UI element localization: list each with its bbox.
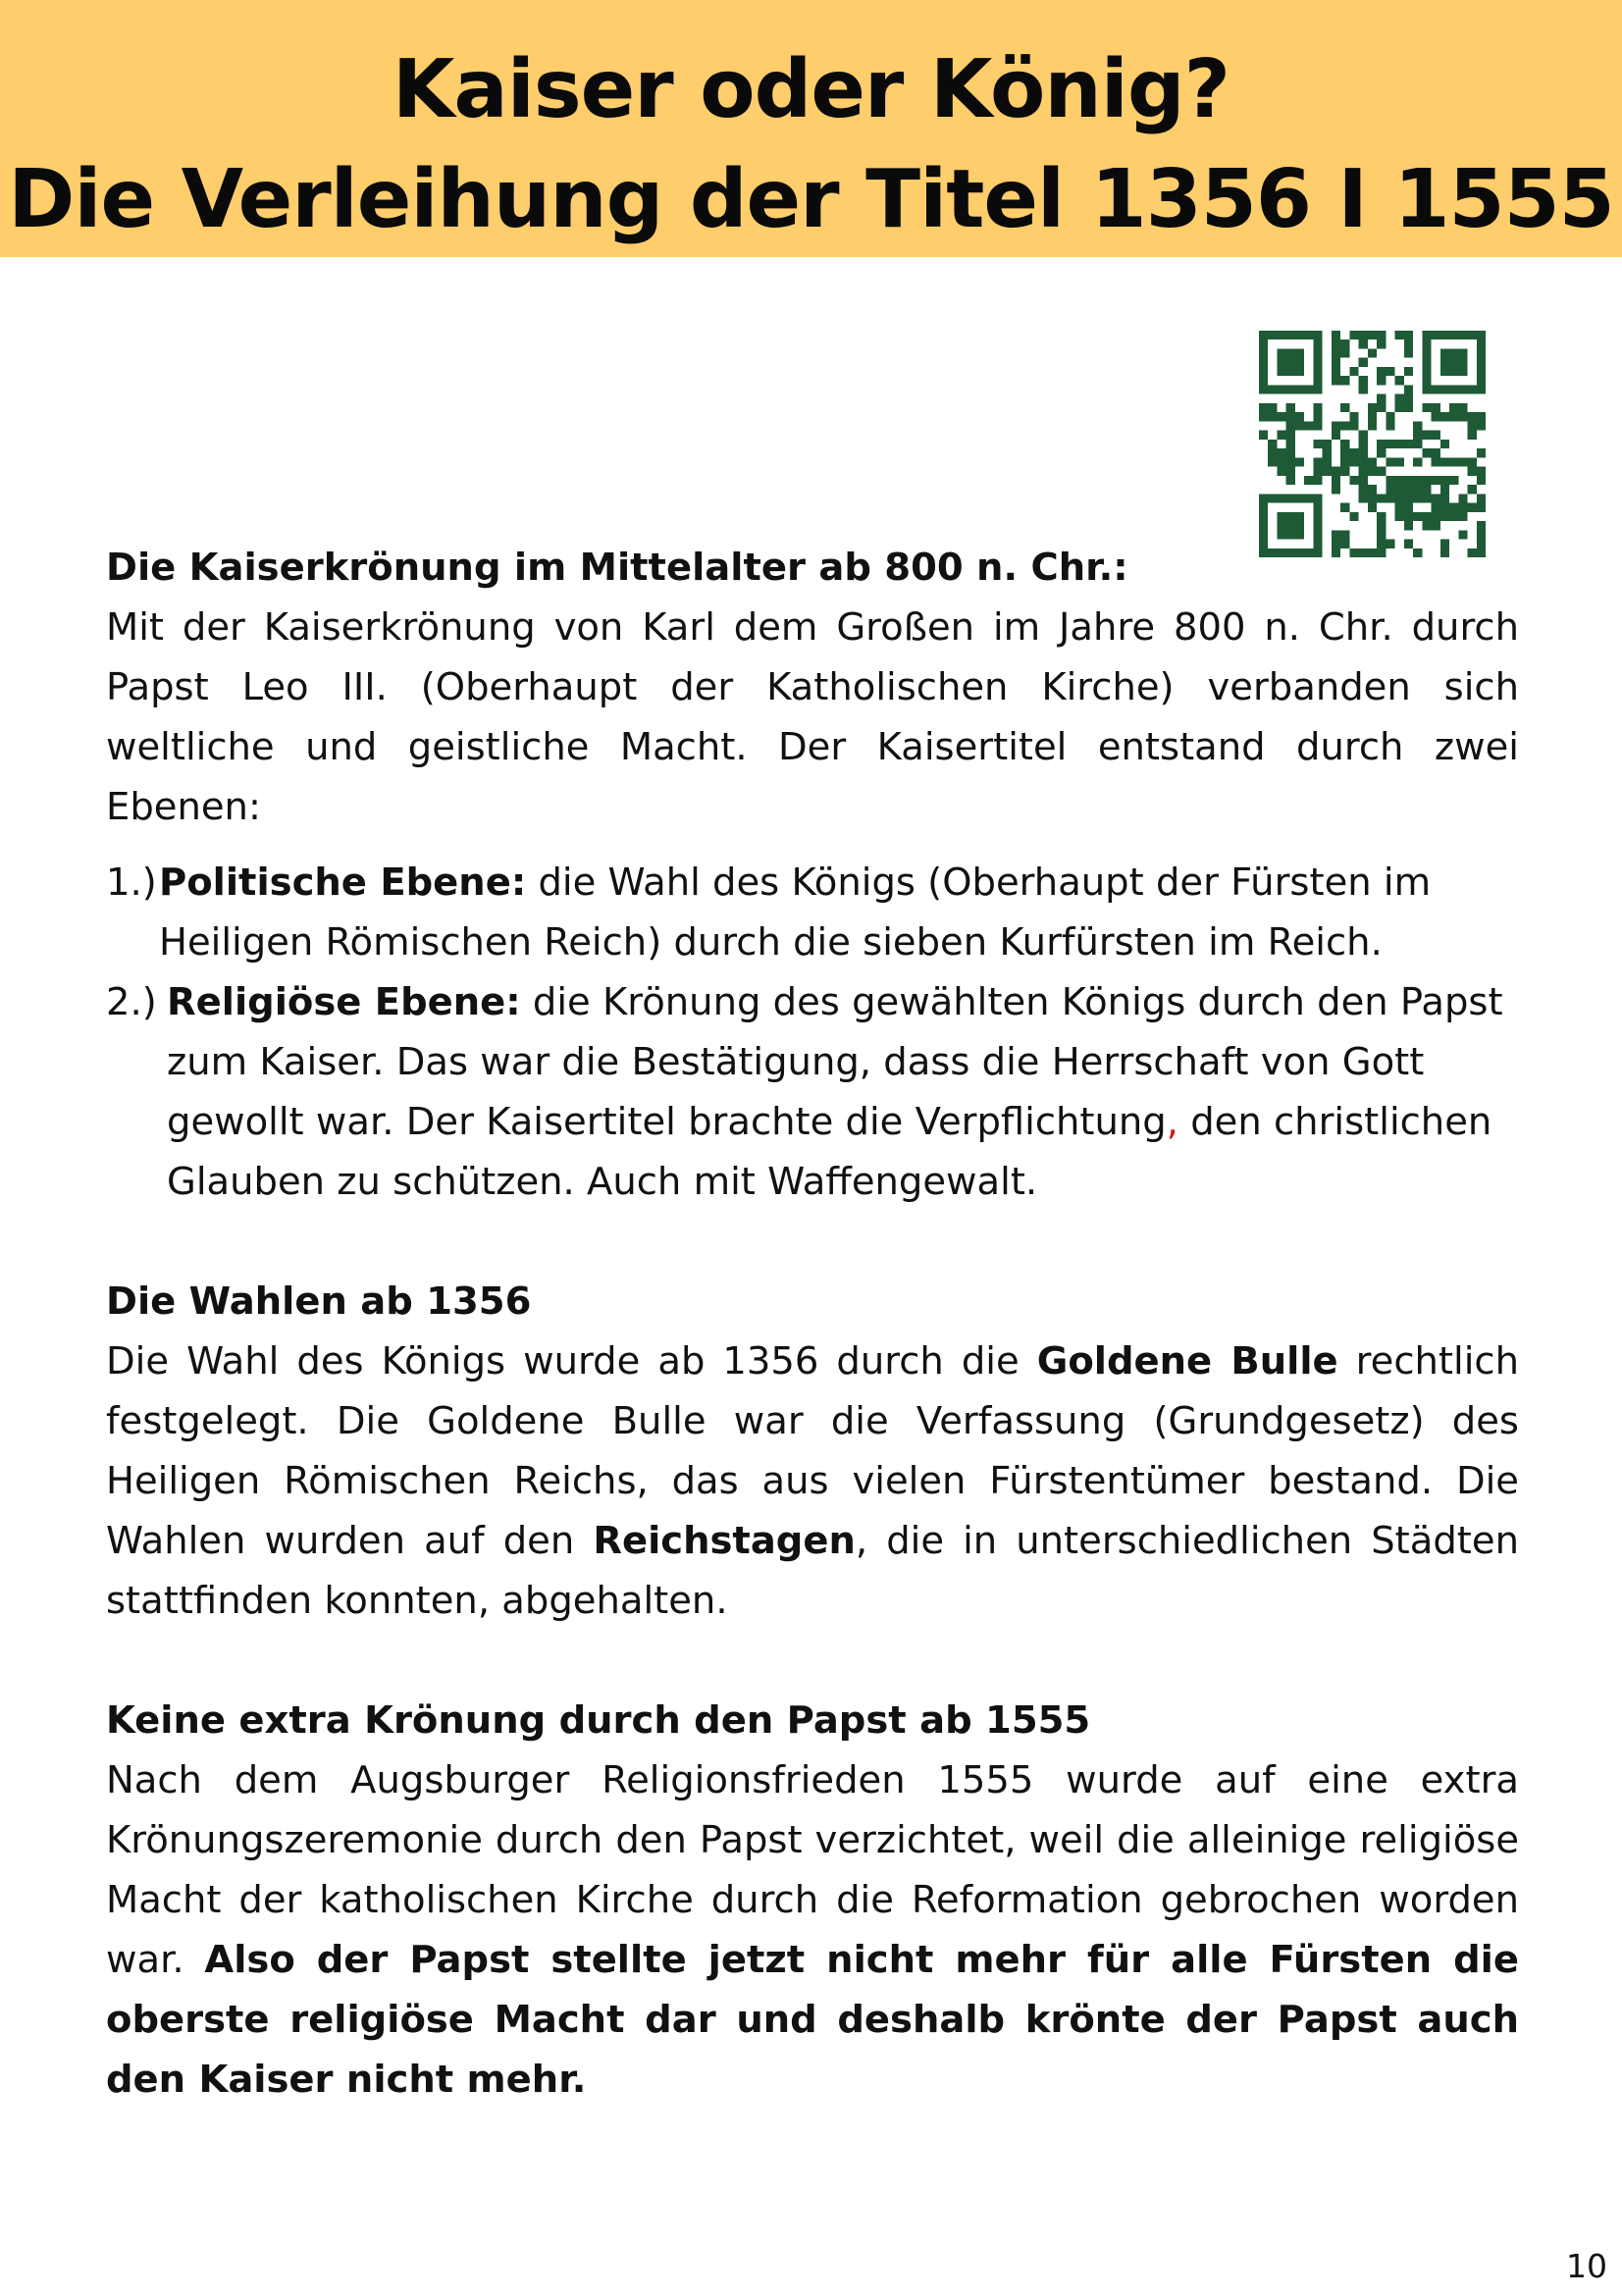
qr-module [1349, 448, 1358, 457]
page-number: 10 [1566, 2247, 1607, 2285]
qr-module [1323, 457, 1332, 466]
qr-module [1268, 440, 1277, 448]
qr-module [1422, 485, 1431, 494]
qr-module [1277, 431, 1285, 440]
qr-module [1377, 394, 1386, 403]
qr-module [1259, 331, 1268, 394]
qr-module [1359, 457, 1368, 466]
qr-module [1313, 412, 1322, 421]
qr-module [1259, 494, 1323, 502]
qr-module [1286, 412, 1295, 421]
qr-module [1432, 457, 1440, 466]
list-item-number: 2.) [106, 980, 157, 1024]
qr-module [1395, 476, 1404, 485]
qr-module [1422, 494, 1431, 502]
qr-module [1449, 512, 1458, 521]
qr-module [1259, 403, 1268, 412]
qr-module [1259, 412, 1268, 421]
qr-code[interactable] [1259, 331, 1486, 557]
qr-module [1468, 467, 1477, 476]
spacer [106, 1212, 1519, 1272]
qr-module [1477, 503, 1486, 512]
qr-module [1368, 503, 1377, 512]
qr-module [1432, 403, 1440, 412]
qr-module [1422, 448, 1431, 457]
qr-module [1286, 467, 1295, 476]
qr-module [1458, 412, 1467, 421]
qr-module [1332, 367, 1340, 376]
qr-module [1468, 421, 1477, 430]
qr-module [1286, 476, 1295, 485]
qr-module [1413, 440, 1422, 448]
qr-module [1404, 367, 1413, 376]
qr-module [1286, 421, 1295, 430]
qr-module [1477, 448, 1486, 457]
qr-module [1368, 348, 1377, 357]
qr-module [1477, 494, 1486, 502]
qr-module [1359, 331, 1368, 339]
qr-module [1277, 448, 1285, 457]
qr-module [1323, 467, 1332, 476]
qr-module [1359, 476, 1368, 485]
qr-module [1340, 457, 1349, 466]
spacer [106, 1631, 1519, 1691]
qr-module [1286, 440, 1295, 448]
qr-module [1404, 521, 1413, 530]
qr-module [1340, 403, 1349, 412]
qr-module [1332, 348, 1340, 357]
qr-module [1395, 376, 1404, 385]
qr-module [1458, 403, 1467, 412]
qr-module [1422, 431, 1431, 440]
qr-module [1286, 403, 1295, 412]
bold-term-goldene-bulle: Goldene Bulle [1036, 1339, 1338, 1383]
qr-module [1359, 385, 1368, 393]
qr-module [1332, 331, 1340, 339]
qr-module [1477, 412, 1486, 421]
qr-module [1368, 421, 1377, 430]
qr-module [1413, 485, 1422, 494]
qr-module [1259, 385, 1323, 393]
list-item-text: die Krönung des gewählten Königs durch den Papst zum Kaiser. Das war die Bestätigung, dass die Herrschaft von Gott gewollt war. Der Kaisertitel brachte die Verpflichtung [167, 980, 1503, 1144]
text-run: rechtlich festgelegt. Die Goldene Bulle war die Verfassung (Grundgesetz) des Heiligen Römischen Reichs, das aus vielen Fürstentümer bestand. Die Wahlen wurden auf den [106, 1339, 1519, 1563]
qr-module [1386, 457, 1394, 466]
qr-module [1458, 494, 1467, 502]
qr-module [1359, 431, 1368, 440]
qr-module [1422, 331, 1431, 394]
qr-module [1295, 421, 1304, 430]
qr-module [1313, 331, 1322, 394]
title-line-1: Kaiser oder König? [392, 43, 1230, 136]
qr-module [1432, 412, 1440, 421]
qr-module [1468, 431, 1477, 440]
bold-term-reichstagen: Reichstagen [593, 1519, 856, 1563]
qr-module [1359, 440, 1368, 448]
qr-module [1332, 358, 1340, 367]
qr-module [1477, 521, 1486, 530]
qr-module [1422, 385, 1486, 393]
qr-module [1340, 421, 1349, 430]
qr-module [1332, 431, 1340, 440]
qr-module [1332, 339, 1340, 348]
qr-module [1477, 331, 1486, 394]
qr-module [1323, 440, 1332, 448]
section-wahlen-text [106, 1331, 1519, 1631]
qr-module [1449, 457, 1458, 466]
qr-module [1359, 339, 1368, 348]
qr-module [1323, 448, 1332, 457]
qr-module [1468, 485, 1477, 494]
qr-module [1395, 403, 1404, 412]
qr-module [1295, 457, 1304, 466]
qr-module [1277, 412, 1285, 421]
qr-module [1377, 331, 1386, 339]
qr-module [1349, 512, 1358, 521]
list-item-label: Politische Ebene: [159, 861, 527, 905]
qr-module [1395, 503, 1404, 512]
qr-module [1368, 403, 1377, 412]
qr-module [1277, 348, 1304, 376]
qr-module [1377, 403, 1386, 412]
qr-module [1377, 367, 1386, 376]
text-run: Die Wahl des Königs wurde ab 1356 durch die [106, 1339, 1037, 1383]
qr-module [1458, 457, 1467, 466]
qr-module [1440, 457, 1449, 466]
qr-module [1268, 403, 1277, 412]
qr-module [1432, 448, 1440, 457]
qr-module [1368, 331, 1377, 339]
qr-module [1404, 331, 1413, 339]
qr-module [1432, 503, 1440, 512]
qr-module [1422, 331, 1486, 339]
qr-module [1359, 485, 1368, 494]
qr-module [1440, 348, 1468, 376]
page-title [0, 0, 1622, 255]
qr-module [1468, 457, 1477, 466]
qr-module [1440, 412, 1449, 421]
qr-module [1386, 412, 1394, 421]
qr-module [1359, 358, 1368, 367]
qr-module [1404, 348, 1413, 357]
qr-module [1377, 440, 1386, 448]
section-heading-wahlen: Die Wahlen ab 1356 [106, 1279, 532, 1324]
qr-module [1277, 467, 1285, 476]
qr-module [1395, 457, 1404, 466]
qr-module [1477, 421, 1486, 430]
qr-module [1377, 512, 1386, 521]
qr-module [1332, 376, 1340, 385]
qr-module [1377, 376, 1386, 385]
qr-module [1440, 476, 1449, 521]
qr-module [1477, 476, 1486, 485]
qr-module [1340, 440, 1349, 448]
qr-module [1404, 440, 1413, 448]
qr-module [1277, 457, 1285, 466]
qr-module [1268, 457, 1277, 466]
list-item [106, 853, 1519, 972]
qr-module [1395, 331, 1404, 339]
qr-module [1404, 339, 1413, 348]
qr-module [1359, 467, 1368, 476]
qr-module [1432, 521, 1440, 530]
qr-module [1386, 440, 1394, 448]
qr-module [1413, 494, 1422, 502]
qr-module [1386, 476, 1394, 485]
qr-module [1259, 431, 1268, 440]
qr-module [1449, 476, 1458, 485]
qr-module [1432, 494, 1440, 502]
qr-module [1304, 476, 1313, 485]
qr-module [1386, 367, 1394, 376]
qr-module [1332, 421, 1340, 430]
bold-conclusion: Also der Papst stellte jetzt nicht mehr für alle Fürsten die oberste religiöse Macht dar und deshalb krönte der Papst auch den Kaiser nicht mehr. [106, 1938, 1519, 2102]
qr-module [1340, 376, 1349, 385]
document-body [106, 538, 1519, 2110]
qr-module [1349, 421, 1358, 430]
section-kaiserkroenung-intro: Mit der Kaiserkrönung von Karl dem Großen im Jahre 800 n. Chr. durch Papst Leo III. (Oberhaupt der Katholischen Kirche) verbanden sich weltliche und geistliche Macht. Der Kaisertitel entstand durch zwei Ebenen: [106, 605, 1519, 829]
qr-module [1458, 512, 1467, 521]
qr-module [1259, 331, 1323, 339]
qr-module [1368, 457, 1377, 466]
qr-module [1377, 448, 1386, 457]
qr-module [1277, 512, 1304, 540]
qr-module [1395, 494, 1404, 502]
qr-module [1340, 503, 1349, 512]
qr-module [1286, 448, 1295, 457]
list-item [106, 972, 1519, 1212]
qr-module [1468, 412, 1477, 421]
title-line-2: Die Verleihung der Titel 1356 I 1555 [8, 153, 1614, 246]
qr-module [1477, 467, 1486, 476]
qr-module [1304, 421, 1313, 430]
qr-module [1377, 494, 1386, 502]
text-run: , die in unterschiedlichen Städten stattfinden konnten, abgehalten. [106, 1519, 1519, 1623]
qr-module [1349, 367, 1358, 376]
qr-module [1340, 448, 1349, 457]
qr-module [1377, 467, 1386, 476]
qr-module [1386, 421, 1394, 430]
qr-module [1332, 476, 1340, 485]
qr-module [1386, 494, 1394, 502]
qr-module [1395, 485, 1404, 494]
qr-module [1313, 421, 1322, 430]
qr-module [1432, 431, 1440, 440]
section-heading-kaiserkroenung: Die Kaiserkrönung im Mittelalter ab 800 n. Chr.: [106, 546, 1128, 590]
qr-module [1349, 457, 1358, 466]
qr-module [1368, 467, 1377, 476]
qr-module [1286, 431, 1295, 440]
page-header [0, 0, 1622, 257]
qr-module [1377, 521, 1386, 530]
highlighted-comma: , [1166, 1100, 1178, 1144]
qr-module [1404, 476, 1413, 521]
qr-module [1404, 394, 1413, 403]
list-item-text-continued: den christlichen Glauben zu schützen. Auch mit Waffengewalt. [167, 1100, 1492, 1204]
qr-module [1404, 385, 1413, 393]
qr-module [1340, 467, 1349, 476]
qr-module [1349, 476, 1358, 485]
qr-module [1340, 339, 1349, 348]
qr-module [1368, 494, 1377, 502]
qr-module [1349, 331, 1358, 339]
qr-module [1359, 448, 1368, 457]
qr-module [1404, 403, 1413, 412]
qr-module [1286, 457, 1295, 466]
qr-module [1422, 521, 1431, 530]
qr-module [1468, 503, 1477, 512]
qr-module [1359, 376, 1368, 385]
qr-module [1340, 348, 1349, 357]
qr-module [1395, 512, 1404, 521]
ebenen-list [106, 853, 1519, 1212]
qr-module [1313, 440, 1322, 448]
qr-module [1449, 412, 1458, 421]
qr-module [1295, 412, 1304, 421]
qr-module [1449, 503, 1458, 512]
qr-module [1313, 476, 1322, 485]
qr-module [1458, 503, 1467, 512]
qr-module [1313, 403, 1322, 412]
qr-module [1268, 448, 1277, 457]
qr-module [1413, 457, 1422, 466]
qr-module [1368, 485, 1377, 494]
list-item-label: Religiöse Ebene: [167, 980, 521, 1024]
qr-module [1332, 485, 1340, 494]
qr-module [1377, 339, 1386, 348]
qr-module [1413, 431, 1422, 440]
qr-module [1395, 440, 1404, 448]
qr-module [1440, 440, 1449, 448]
list-item-number: 1.) [106, 861, 157, 905]
list-item-text: die Wahl des Königs (Oberhaupt der Fürsten im Heiligen Römischen Reich) durch die sieben Kurfürsten im Reich. [159, 861, 1432, 965]
qr-module [1313, 457, 1322, 466]
qr-module [1313, 467, 1322, 476]
qr-module [1395, 394, 1404, 403]
section-kroenung-1555-text [106, 1750, 1519, 2110]
qr-module [1449, 403, 1458, 412]
qr-module [1359, 494, 1368, 502]
qr-module [1422, 403, 1431, 412]
section-heading-kroenung-1555: Keine extra Krönung durch den Papst ab 1555 [106, 1698, 1091, 1743]
qr-module [1268, 412, 1277, 421]
qr-module [1368, 412, 1377, 421]
qr-module [1386, 485, 1394, 494]
qr-module [1332, 467, 1340, 476]
text-run: Nach dem Augsburger Religionsfrieden 1555 wurde auf eine extra Krönungszeremonie durch den Papst verzichtet, weil die alleinige religiöse Macht der katholischen Kirche durch die Reformation gebrochen worden war. [106, 1758, 1519, 1982]
qr-module [1413, 421, 1422, 430]
qr-module [1349, 412, 1358, 421]
